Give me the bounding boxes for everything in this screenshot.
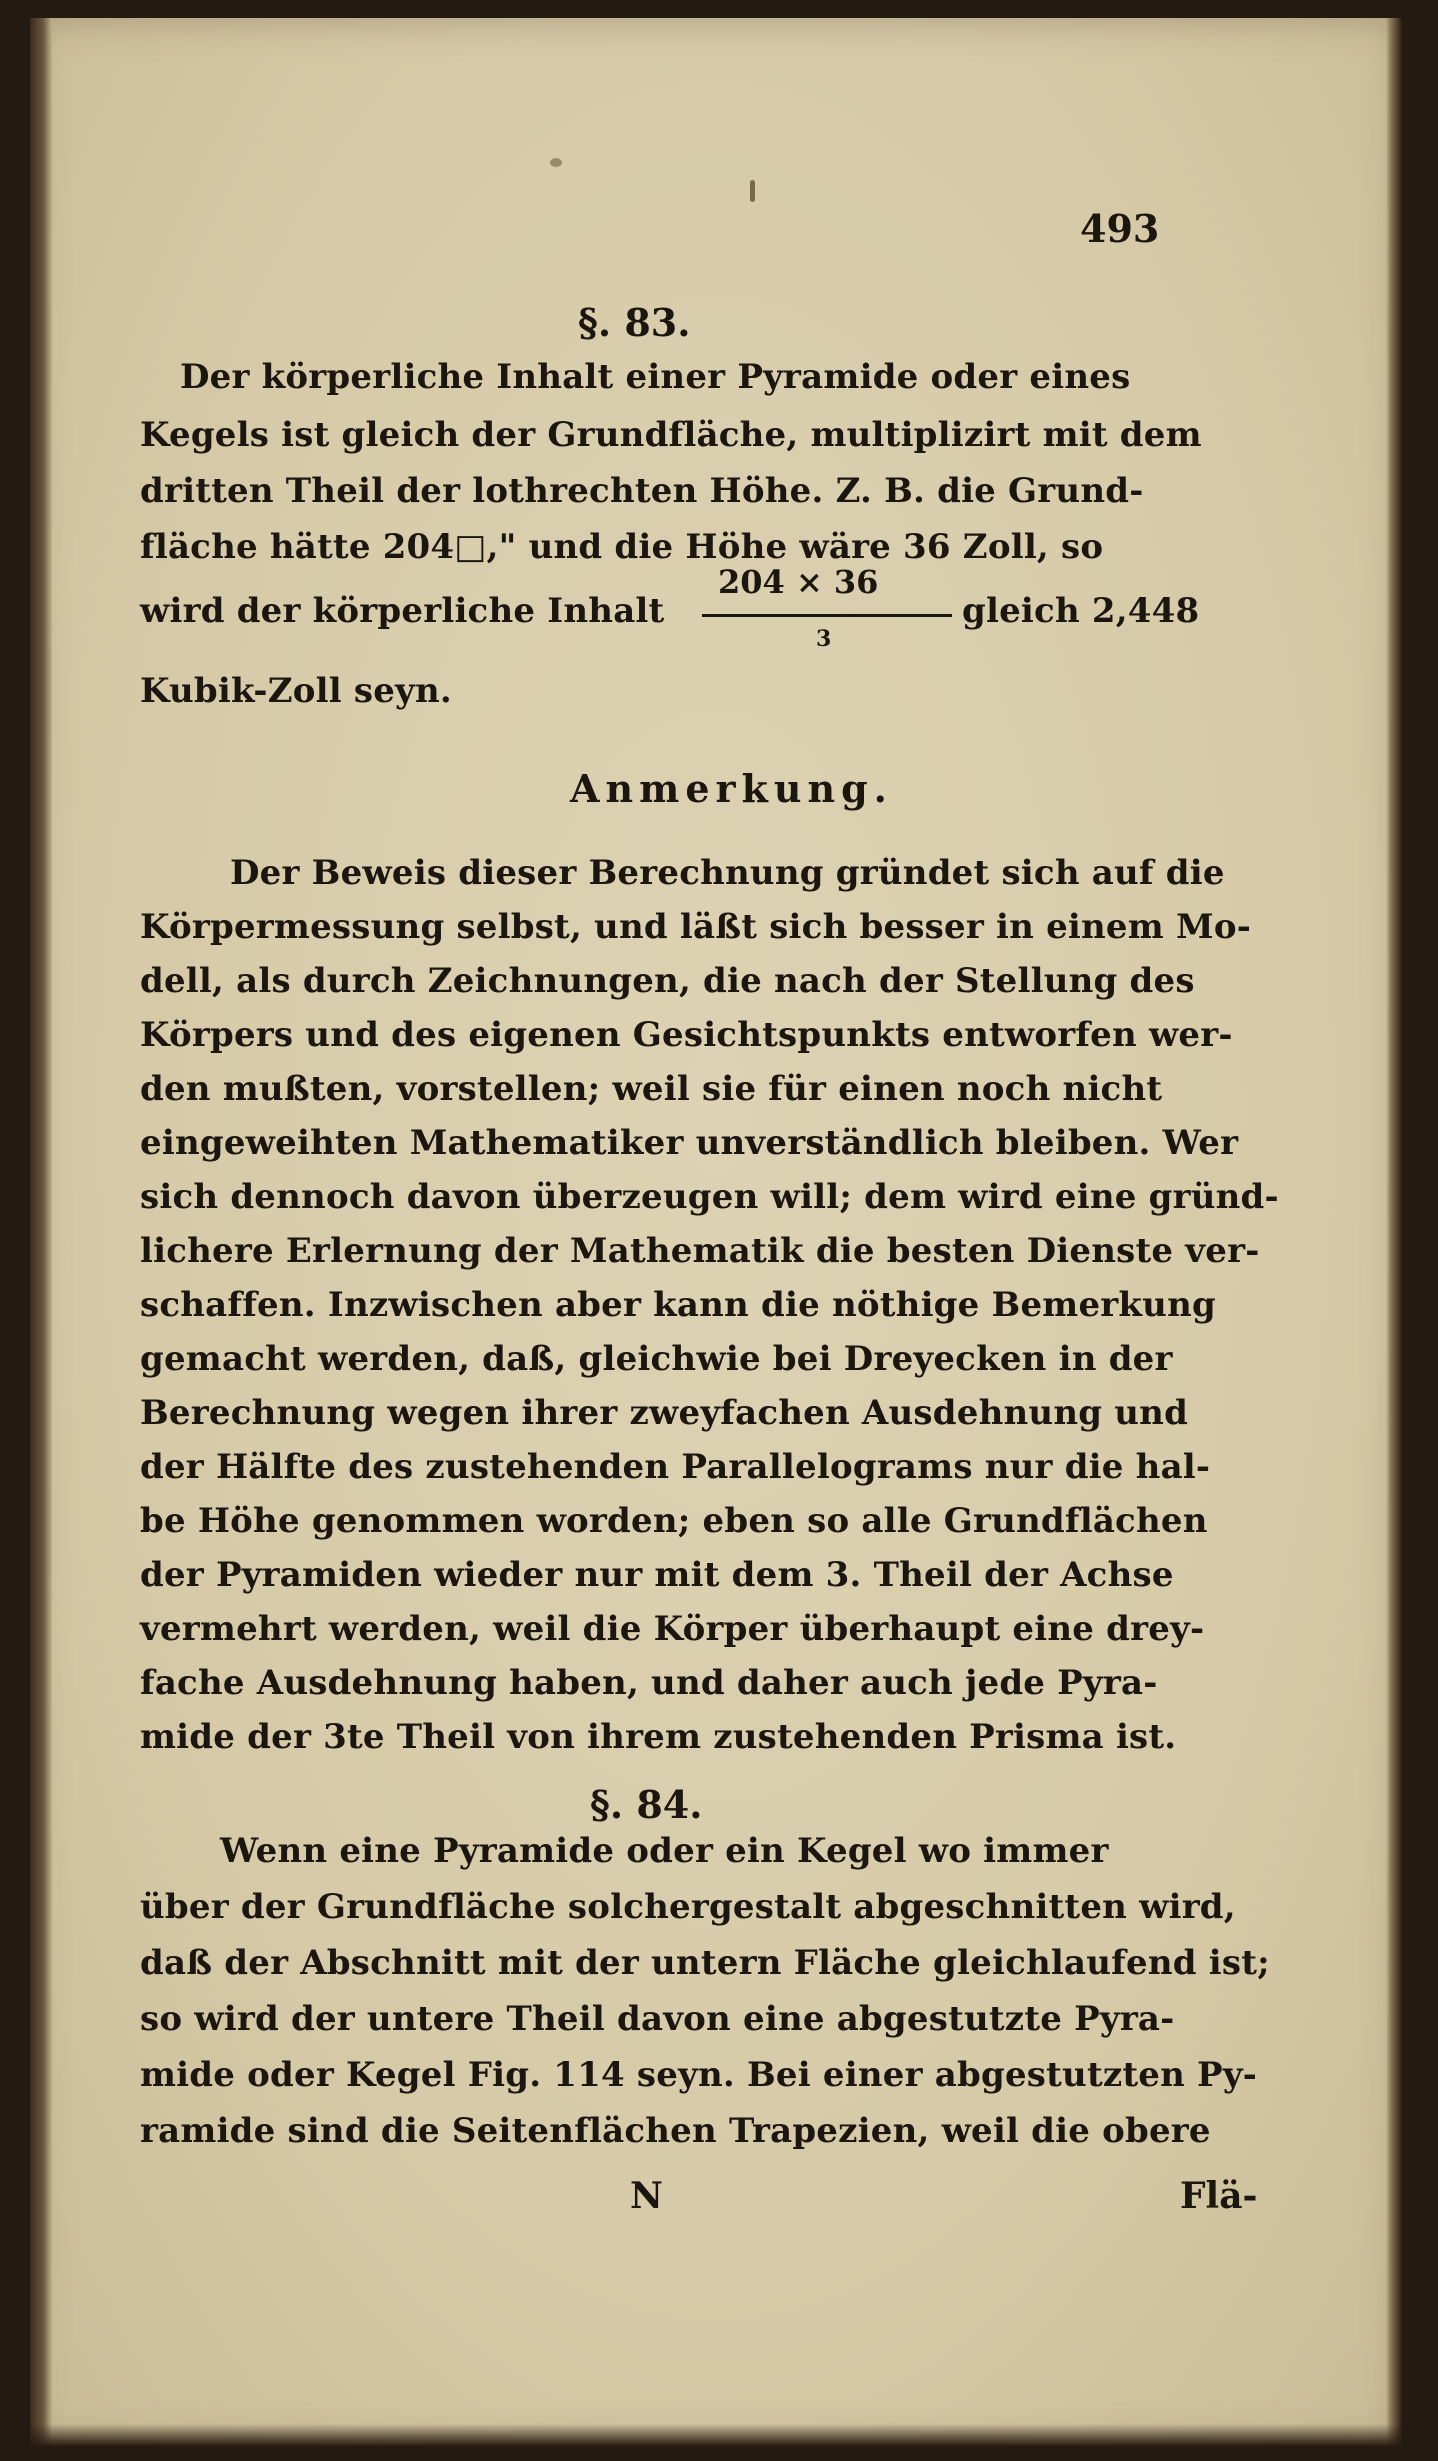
- section-83-line-5: wird der körperliche Inhalt: [140, 591, 665, 631]
- section-84-line-5: mide oder Kegel Fig. 114 seyn. Bei einer abgestutzten Py-: [140, 2055, 1258, 2095]
- anmerkung-line-3: dell, als durch Zeichnungen, die nach der Stellung des: [140, 961, 1195, 1001]
- section-83-line-6: Kubik-Zoll seyn.: [140, 671, 452, 711]
- anmerkung-line-9: schaffen. Inzwischen aber kann die nöthige Bemerkung: [140, 1285, 1216, 1325]
- anmerkung-line-17: mide der 3te Theil von ihrem zustehenden Prisma ist.: [140, 1717, 1177, 1757]
- signature-mark: N: [630, 2175, 663, 2217]
- formula-result: gleich 2,448: [962, 591, 1200, 631]
- formula-fraction-bar: [702, 614, 952, 617]
- section-84-line-4: so wird der untere Theil davon eine abgestutzte Pyra-: [140, 1999, 1175, 2039]
- anmerkung-line-7: sich dennoch davon überzeugen will; dem wird eine gründ-: [140, 1177, 1279, 1217]
- formula-numerator: 204 × 36: [718, 563, 879, 601]
- page-number: 493: [1080, 206, 1160, 251]
- page-right-edge: [1386, 18, 1402, 2446]
- anmerkung-line-2: Körpermessung selbst, und läßt sich besser in einem Mo-: [140, 907, 1252, 947]
- paper-speck: [550, 158, 562, 167]
- section-83-line-3: dritten Theil der lothrechten Höhe. Z. B. die Grund-: [140, 471, 1144, 511]
- section-84-heading: §. 84.: [590, 1782, 703, 1827]
- section-83-line-4: fläche hätte 204□," und die Höhe wäre 36 Zoll, so: [140, 527, 1104, 567]
- section-84-line-1: Wenn eine Pyramide oder ein Kegel wo immer: [220, 1831, 1109, 1871]
- anmerkung-line-4: Körpers und des eigenen Gesichtspunkts entworfen wer-: [140, 1015, 1233, 1055]
- anmerkung-line-13: be Höhe genommen worden; eben so alle Grundflächen: [140, 1501, 1208, 1541]
- anmerkung-line-1: Der Beweis dieser Berechnung gründet sich auf die: [230, 853, 1225, 893]
- section-84-line-3: daß der Abschnitt mit der untern Fläche gleichlaufend ist;: [140, 1943, 1270, 1983]
- formula-denominator: 3: [816, 626, 832, 652]
- page-bottom-edge: [30, 2424, 1402, 2446]
- anmerkung-line-5: den mußten, vorstellen; weil sie für einen noch nicht: [140, 1069, 1163, 1109]
- book-page: [30, 18, 1402, 2446]
- anmerkung-line-15: vermehrt werden, weil die Körper überhaupt eine drey-: [140, 1609, 1205, 1649]
- catchword: Flä-: [1180, 2175, 1258, 2217]
- paper-speck: [750, 180, 755, 202]
- section-84-line-2: über der Grundfläche solchergestalt abgeschnitten wird,: [140, 1887, 1236, 1927]
- anmerkung-line-14: der Pyramiden wieder nur mit dem 3. Theil der Achse: [140, 1555, 1174, 1595]
- anmerkung-line-10: gemacht werden, daß, gleichwie bei Dreyecken in der: [140, 1339, 1173, 1379]
- section-83-line-1: Der körperliche Inhalt einer Pyramide oder eines: [180, 357, 1131, 397]
- anmerkung-line-16: fache Ausdehnung haben, und daher auch jede Pyra-: [140, 1663, 1158, 1703]
- anmerkung-line-6: eingeweihten Mathematiker unverständlich bleiben. Wer: [140, 1123, 1239, 1163]
- anmerkung-heading: Anmerkung.: [570, 766, 893, 811]
- section-83-heading: §. 83.: [578, 300, 691, 345]
- anmerkung-line-12: der Hälfte des zustehenden Parallelograms nur die hal-: [140, 1447, 1211, 1487]
- page-spine-shadow: [30, 18, 52, 2446]
- section-84-line-6: ramide sind die Seitenflächen Trapezien, weil die obere: [140, 2111, 1211, 2151]
- anmerkung-line-8: lichere Erlernung der Mathematik die besten Dienste ver-: [140, 1231, 1260, 1271]
- anmerkung-line-11: Berechnung wegen ihrer zweyfachen Ausdehnung und: [140, 1393, 1189, 1433]
- section-83-line-2: Kegels ist gleich der Grundfläche, multiplizirt mit dem: [140, 415, 1202, 455]
